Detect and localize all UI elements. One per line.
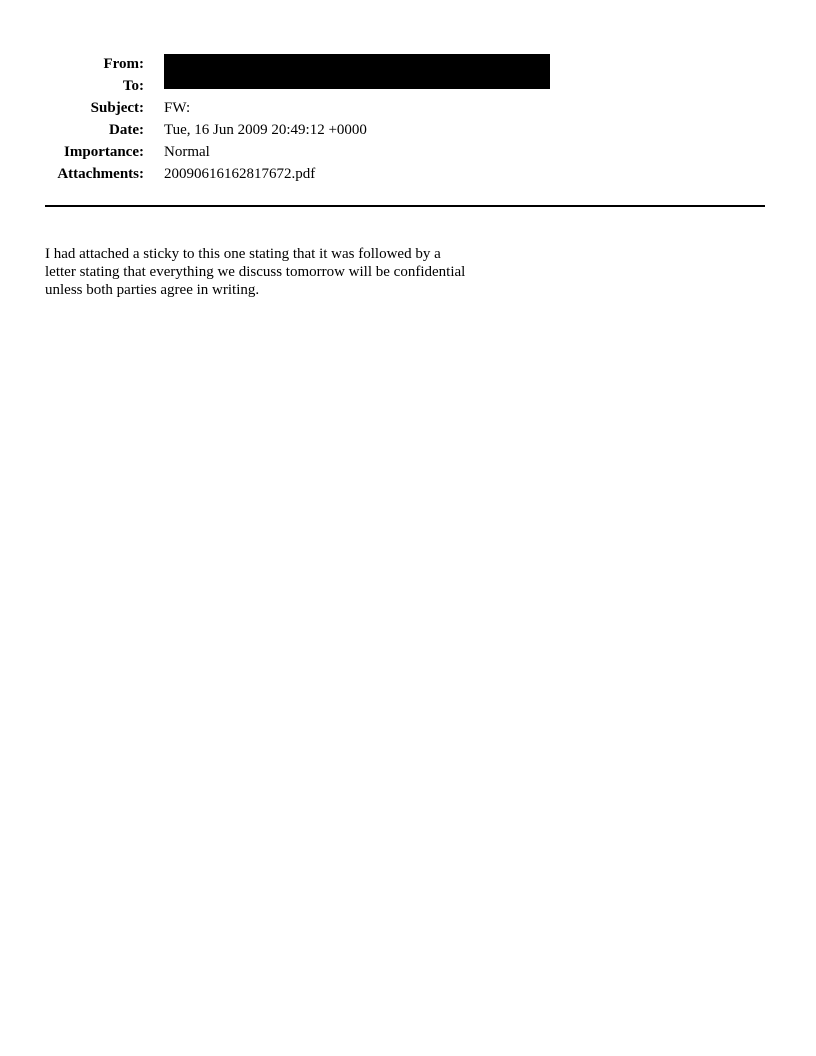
from-label: From: — [103, 56, 144, 72]
attachments-label: Attachments: — [57, 166, 144, 182]
date-label: Date: — [109, 122, 144, 138]
date-value: Tue, 16 Jun 2009 20:49:12 +0000 — [164, 122, 367, 138]
body-line: unless both parties agree in writing. — [45, 282, 260, 298]
attachment-filename: 20090616162817672.pdf — [164, 166, 316, 182]
body-line: letter stating that everything we discuss tomorrow will be confidential — [45, 264, 466, 280]
date-row — [0, 119, 600, 141]
redaction-edge-mark — [549, 59, 555, 63]
importance-label: Importance: — [64, 144, 144, 160]
to-label: To: — [122, 78, 144, 94]
importance-row — [0, 141, 600, 163]
subject-row — [0, 97, 600, 119]
redaction-block — [164, 54, 550, 89]
attachments-row — [0, 163, 600, 185]
body-line: I had attached a sticky to this one stating that it was followed by a — [45, 246, 441, 262]
importance-value: Normal — [164, 144, 210, 160]
subject-label: Subject: — [90, 100, 144, 116]
subject-value: FW: — [164, 100, 191, 116]
email-body — [45, 245, 515, 299]
header-divider — [45, 205, 765, 207]
